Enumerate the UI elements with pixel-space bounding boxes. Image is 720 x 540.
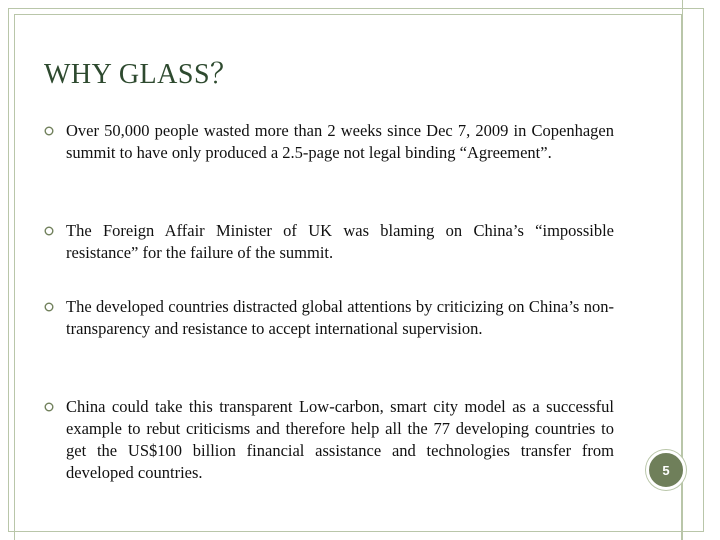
bullet-text: The developed countries distracted global attentions by criticizing on China’s non-transparency and resistance to accept international supervision. [66, 297, 614, 338]
hollow-circle-bullet-icon [44, 226, 54, 236]
slide-title: WHY GLASS？ [44, 59, 239, 90]
hollow-circle-bullet-icon [44, 402, 54, 412]
bullet-text: The Foreign Affair Minister of UK was blaming on China’s “impossible resistance” for the failure of the summit. [66, 221, 614, 262]
bullet-text: China could take this transparent Low-carbon, smart city model as a successful example to rebut criticisms and therefore help all the 77 developing countries to get the US$100 billion financial assistance and technologies transfer from developed countries. [66, 397, 614, 482]
bullet-text: Over 50,000 people wasted more than 2 weeks since Dec 7, 2009 in Copenhagen summit to have only produced a 2.5-page not legal binding “Agreement”. [66, 121, 614, 162]
hollow-circle-bullet-icon [44, 126, 54, 136]
hollow-circle-bullet-icon [44, 302, 54, 312]
page-number-badge: 5 [646, 450, 686, 490]
